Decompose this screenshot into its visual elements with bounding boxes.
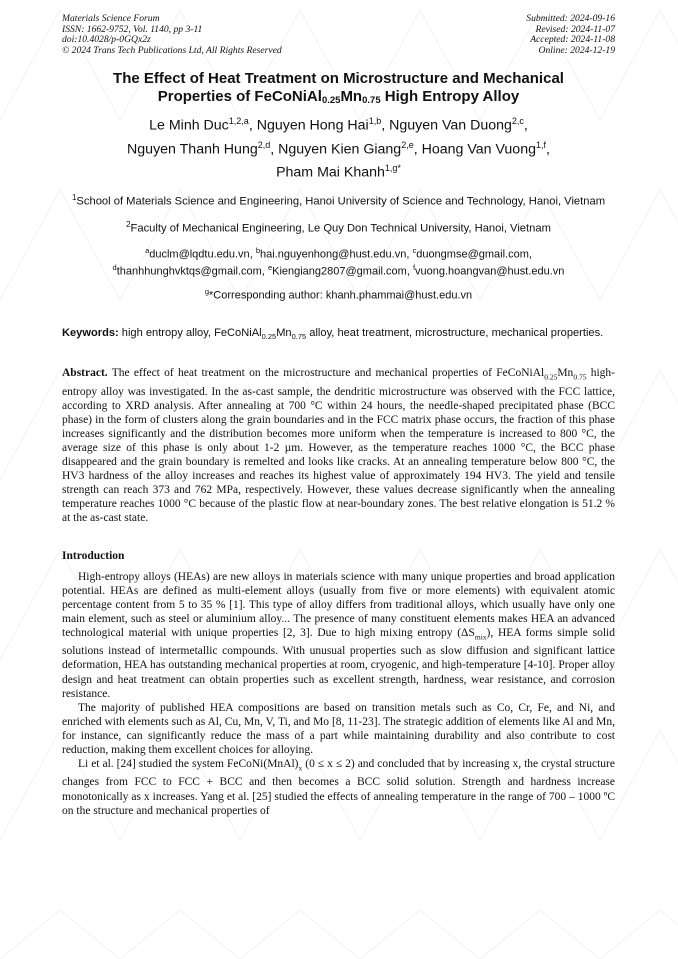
title-line-1: The Effect of Heat Treatment on Microstructure and Mechanical [113,70,564,88]
author: Nguyen Hong Hai [256,118,369,135]
abstract: Abstract. The effect of heat treatment on the microstructure and mechanical properties of $FeCoNiAl_{0.25}Mn_{0.75}$ high-entropy alloy was investigated. In the as-cast sample, the dendritic microstructure was observed with the FCC lattice, according to XRD analysis. After annealing at 700 °C within 24 hours, the needle-shaped precipitated phase (BCC phase) in the form of clusters along the grain boundaries and in the FCC matrix phase occurs, the fraction of this phase increases significantly and the distribution becomes more uniform when the temperature is increased to 800 °C, the average size of this phase is only about 1-2 µm. However, as the temperature reaches 1000 °C, the BCC phase disappeared and the grain boundary is remelted and looks like cracks. At an annealing temperature below 800 °C, the HV3 hardness of the alloy increases and reaches its highest value of approximately 194 HV3. The yield and tensile strength can reach 373 and 762 MPa, respectively. However, these values decrease significantly when the annealing temperature reaches 1000 °C because of the plastic flow at near-boundary zones. The best relative elongation is 51.2 % at the as-cast state. [62,367,615,525]
keywords-label: Keywords: [62,326,119,339]
keywords: Keywords: high entropy alloy, $FeCoNiAl_{0.25}Mn_{0.75}$ alloy, heat treatment, microstructure, mechanical properties. [62,326,604,341]
affiliation-2: $^2$Faculty of Mechanical Engineering, Le Quy Don Technical University, Hanoi, Vietnam [126,219,551,235]
online-date: Online: 2024-12-19 [538,44,615,56]
author: Hoang Van Vuong [421,141,536,158]
email: duclm@lqdtu.edu.vn [149,248,250,261]
revised-date: Revised: 2024-11-07 [535,23,615,35]
author-emails: $^a$duclm@lqdtu.edu.vn, $^b$hai.nguyenhong@hust.edu.vn, $^c$duongmse@gmail.com, $^d$thanhhunghvktqs@gmail.com, $^e$Kiengiang2807@gmail.com, $^f$vuong.hoangvan@hust.edu.vn [112,245,565,278]
author: Nguyen Kien Giang [278,141,402,158]
email: Kiengiang2807@gmail.com [272,265,407,278]
title-line-2: Properties of $FeCoNiAl_{0.25}Mn_{0.75}$ High Entropy Alloy [157,87,520,106]
section-heading-introduction: Introduction [62,549,125,562]
email: thanhhunghvktqs@gmail.com [116,265,262,278]
intro-paragraph-2: The majority of published HEA compositions are based on transition metals such as Co, Cr, Fe, and Ni, and enriched with elements such as Al, Cu, Mn, V, Ti, and Mo [8, 11-23]. The strategic addition of elements like Al and Mn, for instance, can significantly reduce the mass of a part while maintaining durability and also contribute to cost reduction, making them excellent choices for alloying. [62,701,615,756]
email: vuong.hoangvan@hust.edu.vn [415,265,565,278]
intro-paragraph-3: Li et al. [24] studied the system $FeCoNi(MnAl)_x$ (0 ≤ x ≤ 2) and concluded that by increasing x, the crystal structure changes from FCC to FCC + BCC and then becomes a BCC solid solution. Strength and hardness increase monotonically as x increases. Yang et al. [25] studied the effects of annealing temperature in the range of 700 – 1000 ºC on the structure and mechanical properties of [62,758,615,817]
intro-paragraph-1: High-entropy alloys (HEAs) are new alloys in materials science with many unique properties and broad application potential. HEAs are defined as multi-element alloys (usually from five or more elements) with equivalent atomic percentage content from 5 to 35 % [1]. This type of alloy differs from traditional alloys, which usually have only one main element, such as steel or aluminium alloy... The presence of many constituent elements makes HEA an advanced technological material with unique properties [2, 3]. Due to high mixing entropy $(\Delta S_{mix})$, HEA forms simple solid solutions instead of intermetallic compounds. With unusual properties such as slow diffusion and significant lattice deformation, HEA has outstanding mechanical properties at room, cryogenic, and high-temperature [4-10]. Proper alloy design and heat treatment can obtain properties such as excellent strength, hardness, wear resistance, and corrosion resistance. [62,570,615,700]
issn: ISSN: 1662-9752, Vol. 1140, pp 3-11 [62,23,203,35]
author: Nguyen Thanh Hung [127,141,258,158]
corresponding-author: $^g$*Corresponding author: khanh.phammai@hust.edu.vn [204,286,473,302]
email: duongmse@gmail.com [416,248,529,261]
journal-header [62,14,615,56]
doi: doi:10.4028/p-0GQx2z [62,34,151,46]
paper-title [62,70,615,109]
accepted-date: Accepted: 2024-11-08 [530,34,615,46]
submitted-date: Submitted: 2024-09-16 [526,13,615,24]
author: Le Minh Duc [149,118,229,135]
header-left [62,14,282,56]
author: Pham Mai Khanh [276,164,385,181]
journal-name: Materials Science Forum [62,13,160,24]
header-right [526,14,615,56]
paper-page [62,14,615,818]
author-list: Le Minh Duc$^{1,2,a}$, Nguyen Hong Hai$^{1,b}$, Nguyen Van Duong$^{2,c}$, Nguyen Thanh Hung$^{2,d}$, Nguyen Kien Giang$^{2,e}$, Hoang Van Vuong$^{1,f}$, Pham Mai Khanh$^{1,g*}$ [127,116,550,181]
author: Nguyen Van Duong [389,118,512,135]
affiliation-1: $^1$School of Materials Science and Engineering, Hanoi University of Science and Technology, Hanoi, Vietnam [71,193,606,208]
email: hai.nguyenhong@hust.edu.vn [259,248,407,261]
abstract-label: Abstract. [62,367,108,380]
copyright: © 2024 Trans Tech Publications Ltd, All Rights Reserved [62,44,282,56]
